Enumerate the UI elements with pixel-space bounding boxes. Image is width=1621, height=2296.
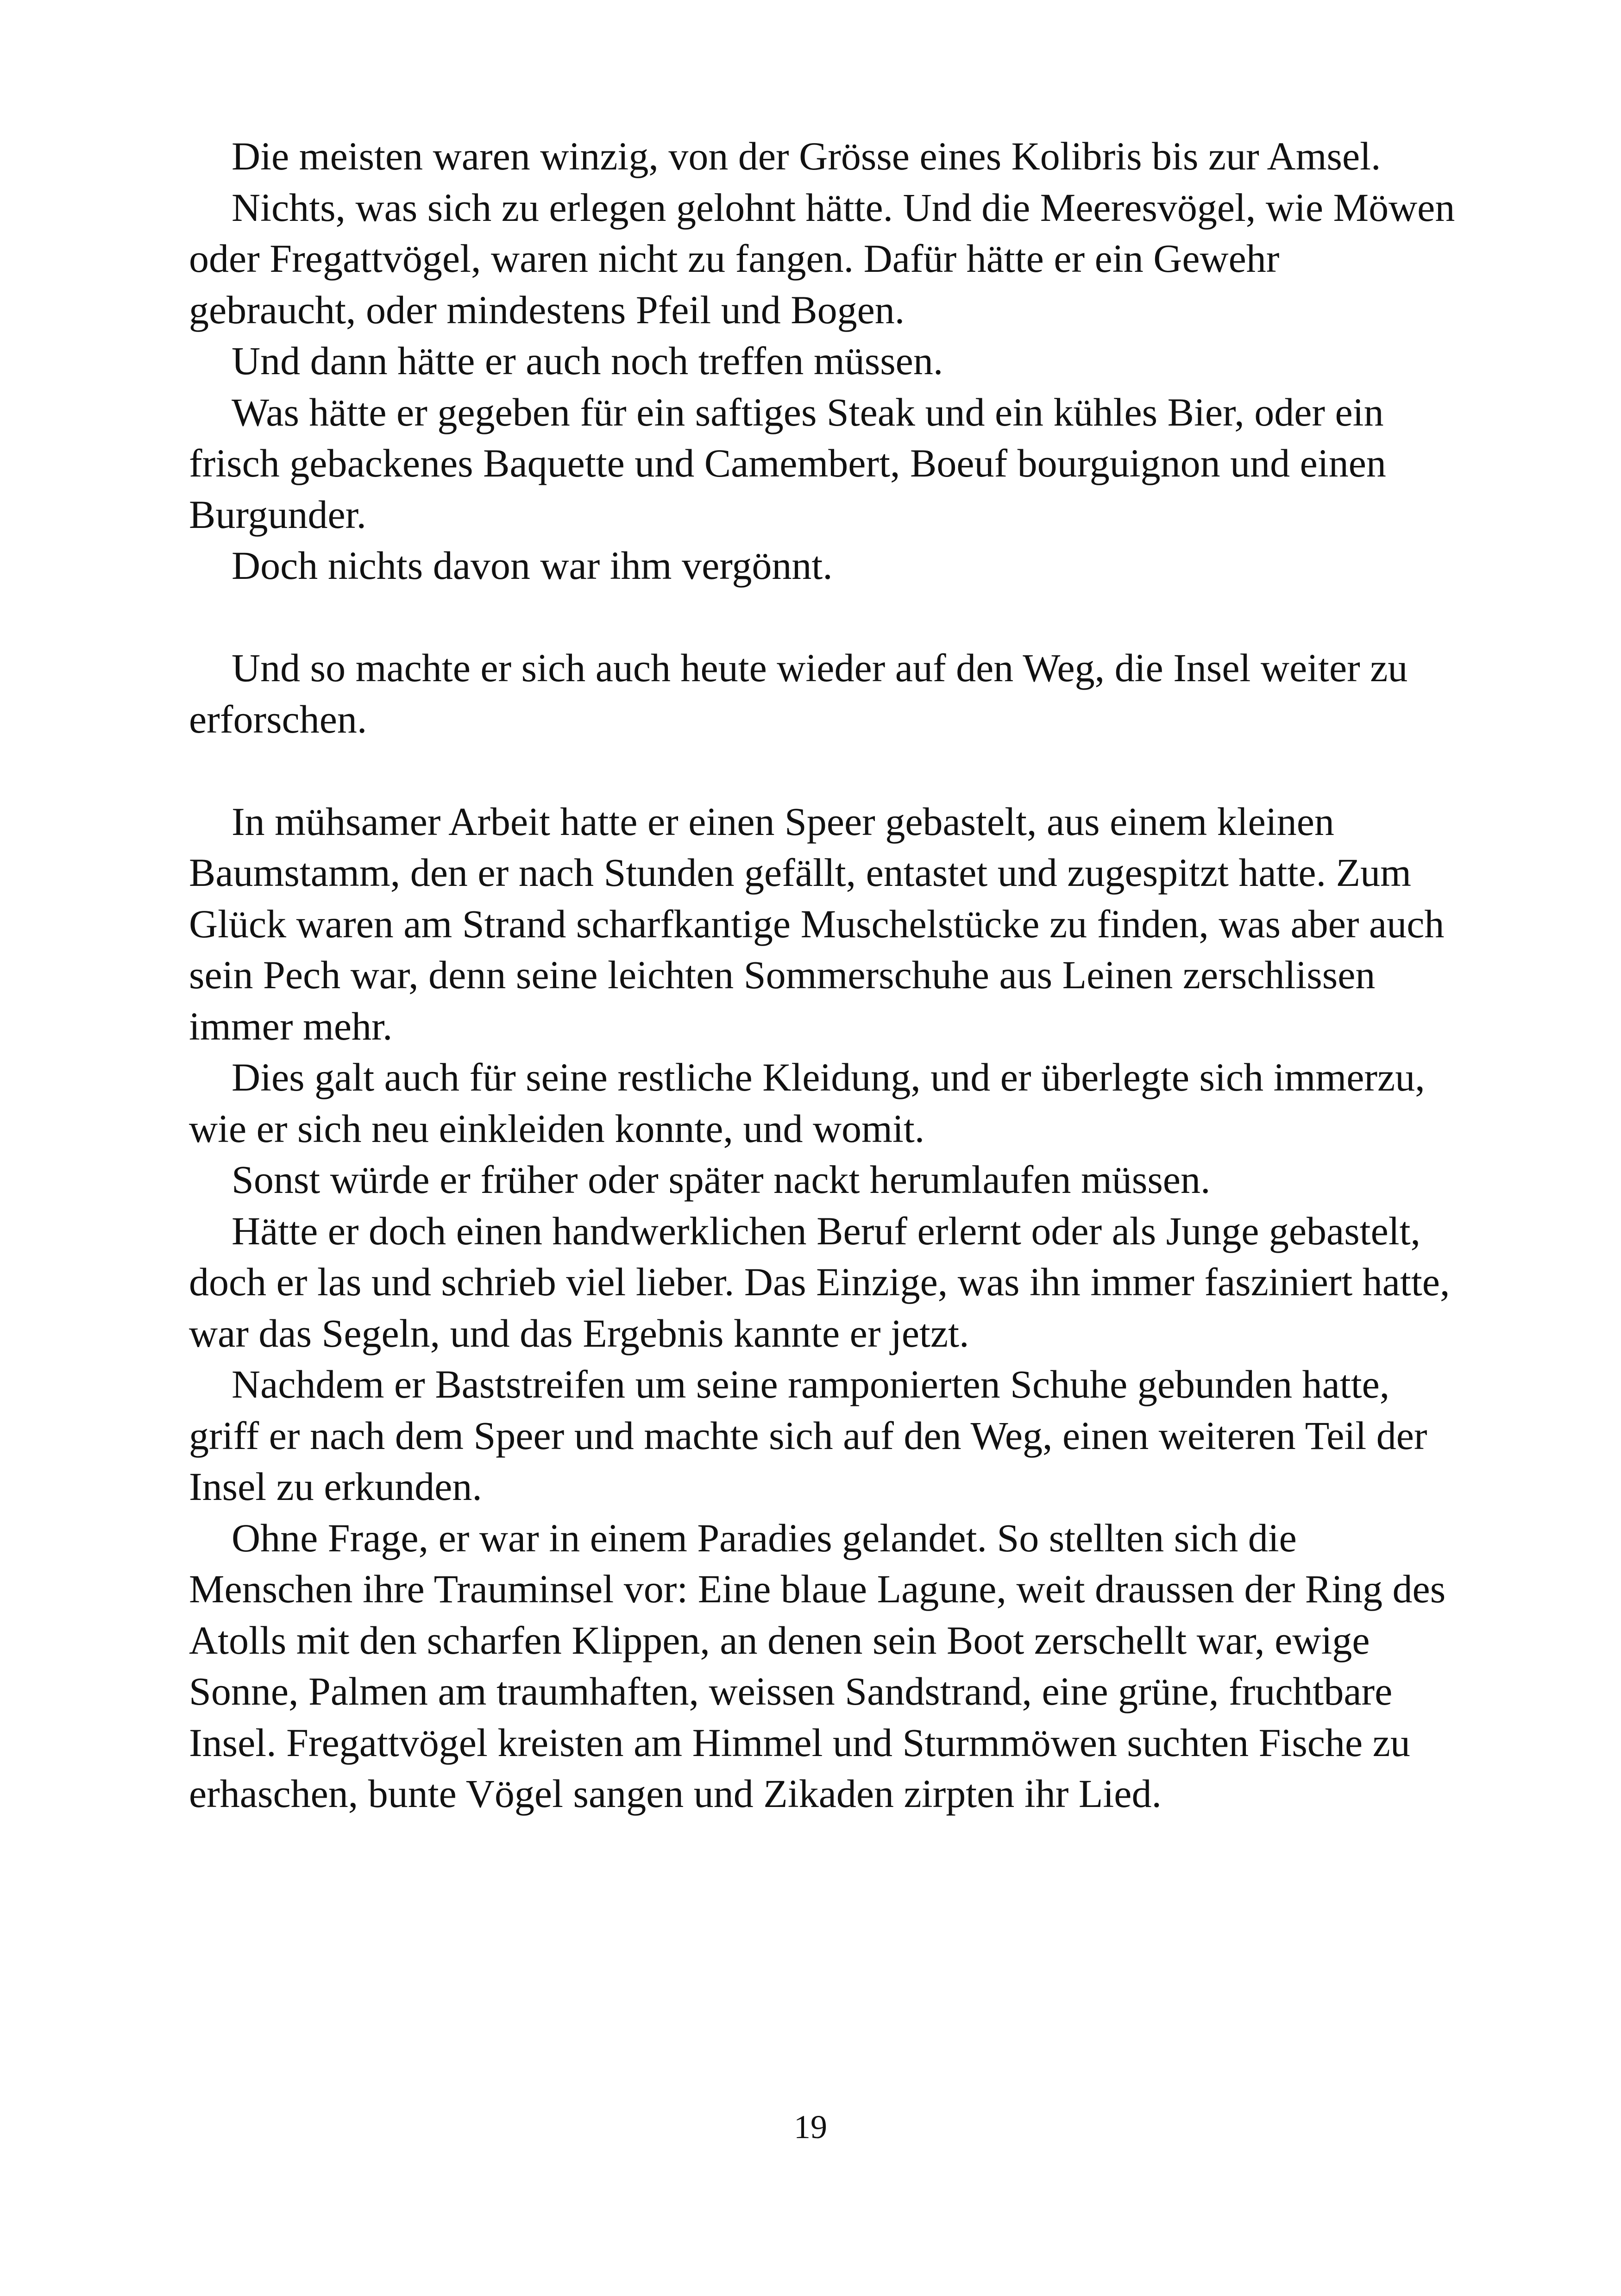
- paragraph: In mühsamer Arbeit hatte er einen Speer gebastelt, aus einem kleinen Baumstamm, den er nach Stunden gefällt, entastet und zugespitzt hatte. Zum Glück waren am Strand scharfkantige Muschelstücke zu finden, was aber auch sein Pech war, denn seine leichten Sommerschuhe aus Leinen zerschlissen immer mehr.: [189, 799, 1445, 1048]
- paragraph: Hätte er doch einen handwerklichen Beruf erlernt oder als Junge gebastelt, doch er las und schrieb viel lieber. Das Einzige, was ihn immer fasziniert hatte, war das Segeln, und das Ergebnis kannte er jetzt.: [189, 1208, 1450, 1355]
- paragraph: Dies galt auch für seine restliche Kleidung, und er überlegte sich immerzu, wie er sich neu einkleiden konnte, und womit.: [189, 1055, 1425, 1151]
- paragraph: Nichts, was sich zu erlegen gelohnt hätte. Und die Meeresvögel, wie Möwen oder Fregattvögel, waren nicht zu fangen. Dafür hätte er ein Gewehr gebraucht, oder mindestens Pfeil und Bogen.: [189, 185, 1455, 332]
- paragraph: Doch nichts davon war ihm vergönnt.: [232, 543, 833, 588]
- paragraph: Nachdem er Baststreifen um seine ramponierten Schuhe gebunden hatte, griff er nach dem Speer und machte sich auf den Weg, einen weiteren Teil der Insel zu erkunden.: [189, 1362, 1427, 1509]
- paragraph: Sonst würde er früher oder später nackt herumlaufen müssen.: [232, 1157, 1211, 1202]
- body-text: [189, 131, 1456, 1819]
- paragraph: Die meisten waren winzig, von der Grösse eines Kolibris bis zur Amsel.: [232, 134, 1381, 178]
- page-number: 19: [794, 2108, 827, 2145]
- paragraph: Was hätte er gegeben für ein saftiges Steak und ein kühles Bier, oder ein frisch gebackenes Baquette und Camembert, Boeuf bourguignon und einen Burgunder.: [189, 389, 1386, 537]
- paragraph: Und so machte er sich auch heute wieder auf den Weg, die Insel weiter zu erforschen.: [189, 646, 1408, 741]
- section-break: [189, 591, 1456, 643]
- paragraph: Ohne Frage, er war in einem Paradies gelandet. So stellten sich die Menschen ihre Trauminsel vor: Eine blaue Lagune, weit draussen der Ring des Atolls mit den scharfen Klippen, an denen sein Boot zerschellt war, ewige Sonne, Palmen am traumhaften, weissen Sandstrand, eine grüne, fruchtbare Insel. Fregattvögel kreisten am Himmel und Sturmmöwen suchten Fische zu erhaschen, bunte Vögel sangen und Zikaden zirpten ihr Lied.: [189, 1515, 1446, 1816]
- section-break: [189, 745, 1456, 796]
- paragraph: Und dann hätte er auch noch treffen müssen.: [232, 339, 943, 383]
